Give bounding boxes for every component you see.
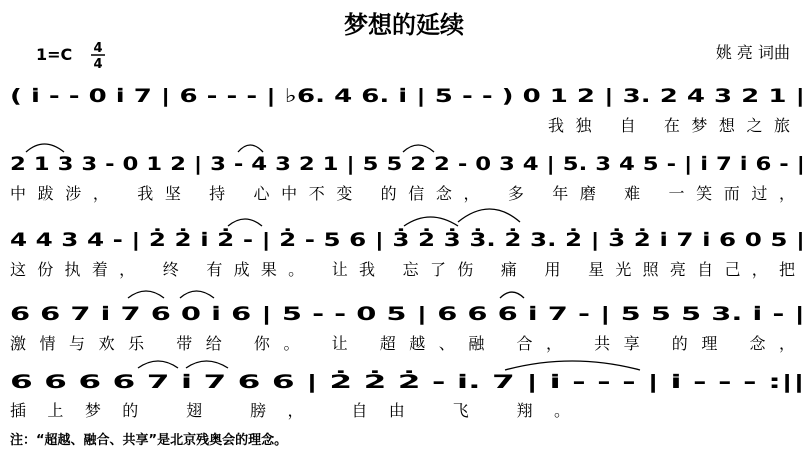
system-1-notes: ( i̇ - - 0 i̇ 7 | 6 - - - | ♭6. 4 6. i̇ | 5 - - ) 0 1 2 | 3. 2 4 3 2 1 | bbox=[10, 85, 805, 107]
system-1 bbox=[10, 85, 805, 135]
system-2-lyrics: 中跋涉， 我坚 持 心中不变 的信念， 多 年磨 难 一笑而过， bbox=[10, 184, 795, 203]
system-4-lyrics: 激情与欢乐 带给 你。 让 超越、融 合， 共享 的理 念， bbox=[10, 334, 795, 353]
time-signature bbox=[91, 41, 105, 72]
system-2-notes: 2 1 3 3 - 0 1 2 | 3 - 4 3 2 1 | 5 5 2 2 - 0 3 4 | 5. 3 4 5 - | i̇ 7 i̇ 6 - | bbox=[10, 153, 805, 175]
system-4 bbox=[10, 291, 805, 353]
time-signature-bottom: 4 bbox=[93, 57, 103, 72]
system-3-lyrics: 这份执着， 终 有成果。 让我 忘了伤 痛 用 星光照亮自己，把 bbox=[10, 260, 795, 279]
footnote: 注：“超越、融合、共享”是北京残奥会的理念。 bbox=[10, 433, 288, 448]
system-2 bbox=[10, 144, 805, 203]
system-5-lyrics: 插上梦的 翅 膀， 自由 飞 翔。 bbox=[10, 401, 570, 420]
system-4-notes: 6 6 7 i̇ 7 6 0 i̇ 6 | 5 - - 0 5 | 6 6 6 i̇ 7 - | 5 5 5 3. i̇ - | bbox=[10, 303, 805, 325]
time-signature-top: 4 bbox=[93, 41, 103, 56]
composer-credit: 姚 亮 词曲 bbox=[715, 43, 790, 62]
key-signature: 1=C bbox=[36, 45, 73, 64]
system-3 bbox=[10, 209, 805, 279]
system-1-lyrics: 我独 自 在梦想之旅 bbox=[548, 116, 790, 135]
system-5-notes: 6 6 6 6 7 i̇ 7 6 6 | 2̇ 2̇ 2̇ - i̇. 7 | i̇ - - - | i̇ - - - :|| bbox=[10, 371, 472, 393]
system-5 bbox=[10, 361, 805, 420]
system-3-notes: 4 4 3 4 - | 2̇ 2̇ i̇ 2̇ - | 2̇ - 5 6 | 3̇ 2̇ 3̇ 3̇. 2̇ 3. 2̇ | 3̇ 2̇ i̇ 7 i̇ 6 0 5 | bbox=[10, 229, 625, 251]
song-title: 梦想的延续 bbox=[344, 11, 464, 39]
